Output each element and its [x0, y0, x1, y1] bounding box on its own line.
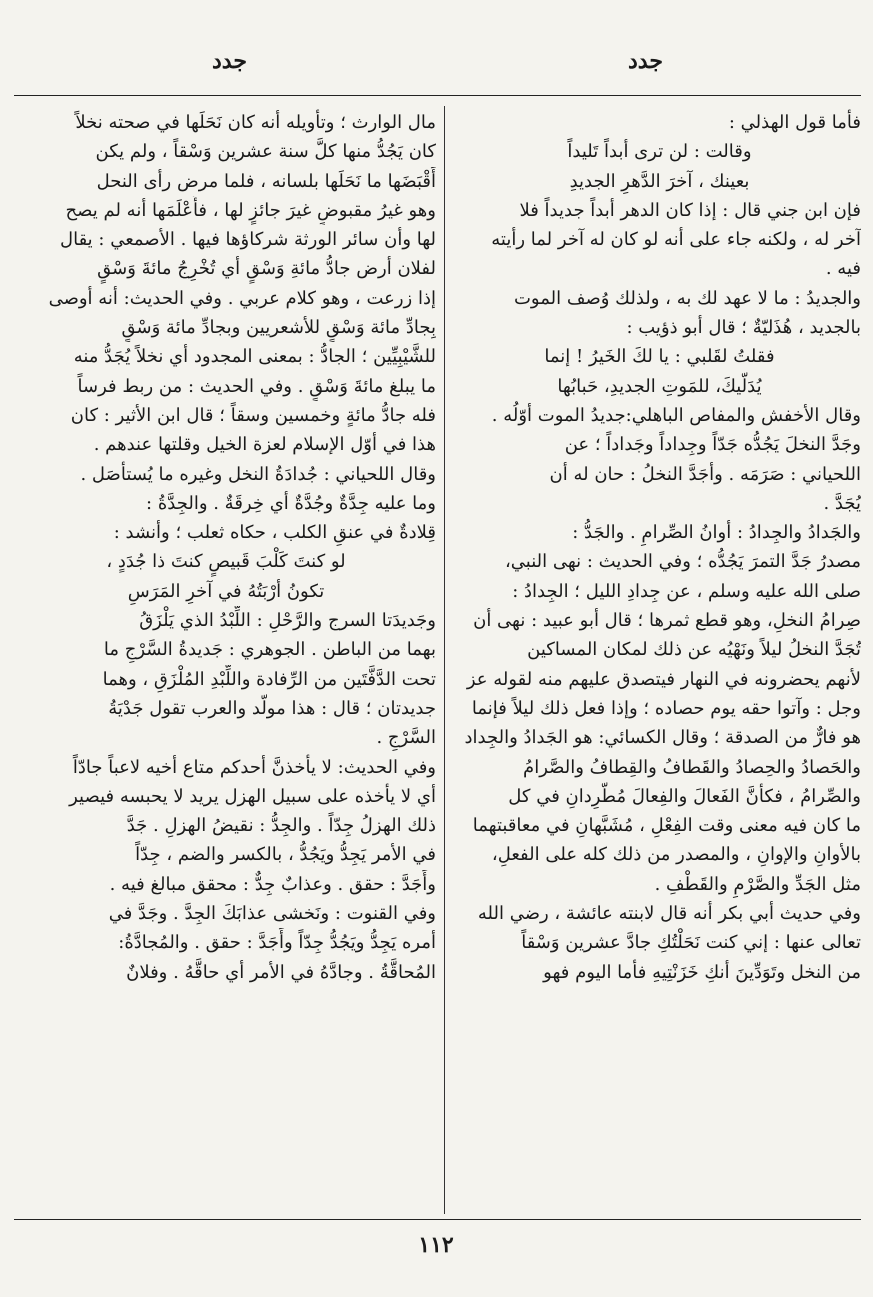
- text-line: وفي حديث أبي بكر أنه قال لابنته عائشة ، رضي الله: [477, 903, 861, 925]
- text-line: آخر له ، ولكنه جاء على أنه لو كان له آخر لما رأيته: [491, 229, 861, 251]
- text-line: لأنهم يحضرونه في النهار فيتصدق عليهم منه لقوله عز: [466, 668, 861, 690]
- text-line: قِلادةٌ في عنقِ الكلب ، حكاه ثعلب ؛ وأنشد :: [113, 522, 436, 544]
- verse-line: فقلتُ لقَلبي : يا لكَ الخَيرُ ! إنما: [544, 346, 775, 368]
- text-line: وأَجَدَّ : حقق . وعذابٌ جِدٌّ : محقق مبالغ فيه .: [109, 873, 436, 895]
- verse-line: وقالت : لن ترى أبداً تَليداً: [567, 141, 752, 163]
- text-line: هو فارٌّ من الصدقة ؛ وقال الكسائي: هو الجَدادُ والجِداد: [464, 727, 861, 749]
- text-line: لها وأن سائر الورثة شركاؤها فيها . الأصمعي : يقال: [60, 229, 436, 251]
- text-line: ما يبلغ مائةَ وَسْقٍ . وفي الحديث : من ربط فرساً: [77, 375, 436, 397]
- text-line: بالأوانِ والإوانِ ، والمصدر من ذلك كله على الفعلِ،: [491, 844, 861, 866]
- text-line: ما كان فيه معنى وقت الفِعْلِ ، مُشَبَّهانِ في معاقبتهما: [472, 815, 861, 837]
- verse-line: لو كنتَ كَلْبَ قَبيصٍ كنتَ ذا جُدَدٍ ،: [106, 551, 346, 573]
- text-line: أَقْبَضَها ما نَحَلَها بلسانه ، فلما مرض رأى النحل: [96, 170, 436, 192]
- column-divider: [444, 106, 445, 1214]
- running-header-right: جدد: [628, 48, 663, 74]
- text-line: اللحياني : صَرَمَه . وأجَدَّ النخلُ : حان له أن: [549, 463, 861, 485]
- text-line: هذا في أوّل الإسلام لعزة الخيل وقلتها عندهم .: [93, 434, 436, 456]
- text-line: بِجادِّ مائة وَسْقٍ للأشعريين وبجادِّ مائة وَسْقٍ: [121, 317, 436, 339]
- text-line: فإن ابن جني قال : إذا كان الدهر أبداً جديداً فلا: [519, 199, 861, 221]
- left-column: [16, 108, 436, 987]
- text-line: للشَّيْبِيِّين ؛ الجادُّ : بمعنى المجدود أي نخلاً يُجَدُّ منه: [73, 346, 436, 368]
- text-line: فأما قول الهذلي :: [728, 112, 861, 133]
- text-line: من النخل وتَوَدِّينَ أنكِ خَزَنْتِيهِ فأما اليوم فهو: [543, 961, 861, 983]
- right-column: [458, 108, 861, 987]
- verse-line: بعينك ، آخرَ الدَّهرِ الجديدِ: [569, 170, 750, 192]
- text-line: تُجَدَّ النخلُ ليلاً ونَهْيُه عن ذلك لمكان المساكين: [527, 639, 861, 661]
- text-line: أي لا يأخذه على سبيل الهزل يريد لا يحبسه فيصير: [69, 785, 436, 807]
- text-line: مصدرُ جَدَّ التمرَ يَجُدُّه ؛ وفي الحديث : نهى النبي،: [504, 551, 861, 573]
- text-line: وجل : وآتوا حقه يوم حصاده ؛ وإذا فعل ذلك ليلاً فإنما: [471, 697, 861, 719]
- page-number: ١١٢: [418, 1232, 454, 1258]
- verse-line: تكونُ أرْبَتُهُ في آخرِ المَرَسِ: [127, 580, 325, 602]
- text-line: لفلان أرض جادُّ مائةِ وَسْقٍ أي تُخْرِجُ مائةَ وَسْقٍ: [97, 258, 436, 280]
- text-line: بهما من الباطن . الجوهري : جَديدةُ السَّرْجِ ما: [103, 639, 436, 661]
- text-line: جديدتان ؛ قال : هذا مولَّد والعرب تقول جَدْيَةُ: [108, 697, 436, 719]
- verse-line: يُدَلّيكَ، للمَوتِ الجديدِ، حَبابُها: [557, 375, 762, 397]
- text-line: وفي الحديث: لا يأخذنَّ أحدكم متاع أخيه لاعباً جادّاً: [72, 756, 436, 778]
- text-line: وقال الأخفش والمفاص الباهلي:جديدُ الموت أوّلُه .: [491, 404, 861, 426]
- running-header-left: جدد: [212, 48, 247, 74]
- text-line: إذا زرعت ، وهو كلام عربي . وفي الحديث: أنه أوصى: [48, 287, 436, 309]
- text-line: والجديدُ : ما لا عهد لك به ، ولذلك وُصف الموت: [513, 287, 861, 309]
- text-line: صِرامُ النخلِ، وهو قطع ثمرها ؛ قال أبو عبيد : نهى أن: [473, 610, 861, 632]
- text-line: وقال اللحياني : جُدادَةُ النخل وغيره ما يُستأصَل .: [80, 463, 436, 485]
- text-line: ذلك الهزلُ جِدّاً . والجِدُّ : نقيضُ الهزلِ . جَدَّ: [126, 815, 436, 837]
- text-line: والحَصادُ والحِصادُ والقَطافُ والقِطافُ والصَّرامُ: [523, 756, 861, 778]
- top-rule: [14, 95, 861, 96]
- bottom-rule: [14, 1219, 861, 1220]
- text-line: وهو غيرُ مقبوضٍ غيرَ جائزٍ لها ، فأَعْلَمَها أنه لم يصح: [65, 199, 436, 221]
- text-line: المُحاقَّةُ . وجادَّهُ في الأمر أي حاقَّهُ . وفلانٌ: [126, 961, 436, 983]
- text-line: مال الوارث ؛ وتأويله أنه كان نَحَلَها في صحته نخلاً: [75, 112, 436, 133]
- text-line: بالجديد ، هُذَليّةٌ ؛ قال أبو ذؤيب :: [626, 317, 861, 339]
- text-line: في الأمر يَجِدُّ ويَجُدُّ ، بالكسر والضم ، جِدّاً: [135, 844, 436, 866]
- text-line: مثل الجَدِّ والصَّرْمِ والقَطْفِ .: [654, 873, 861, 895]
- text-line: وفي القنوت : ونَخشى عذابَكَ الجِدَّ . وجَدَّ في: [108, 903, 436, 925]
- text-line: فله جادُّ مائةٍ وخمسين وسقاً ؛ قال ابن الأثير : كان: [70, 404, 436, 426]
- text-line: فيه .: [825, 258, 861, 280]
- text-line: صلى الله عليه وسلم ، عن جِدادِ الليل ؛ الجِدادُ :: [512, 580, 861, 602]
- text-line: وجَديدَتا السرج والرَّحْلِ : اللِّبْدُ الذي يَلْزَقُ: [139, 610, 436, 632]
- text-line: أمره يَجِدُّ ويَجُدُّ جِدّاً وأَجَدَّ : حقق . والمُجادَّةُ:: [118, 932, 436, 954]
- text-line: وجَدَّ النخلَ يَجُدُّه جَدّاً وجِداداً وجَداداً ؛ عن: [564, 434, 861, 456]
- text-line: وما عليه جِدَّةٌ وجُدَّةٌ أي خِرقَةٌ . والجِدَّةُ :: [146, 492, 436, 514]
- text-line: تعالى عنها : إني كنت نَحَلْتُكِ جادَّ عشرين وَسْقاً: [521, 932, 861, 954]
- text-line: السَّرْجِ .: [376, 727, 436, 749]
- text-line: يُجَدَّ .: [823, 492, 861, 514]
- text-line: والصِّرامُ ، فكأنَّ الفَعالَ والفِعالَ مُطَّرِدانِ في كل: [508, 785, 861, 807]
- text-line: كان يَجُدُّ منها كلَّ سنة عشرين وَسْقاً ، ولم يكن: [95, 141, 436, 163]
- text-line: والجَدادُ والجِدادُ : أوانُ الصِّرامِ . والجَدُّ :: [572, 522, 861, 544]
- text-line: تحت الدَّفَّتَين من الرِّفادة واللِّبْدِ المُلْزَقِ ، وهما: [102, 668, 436, 690]
